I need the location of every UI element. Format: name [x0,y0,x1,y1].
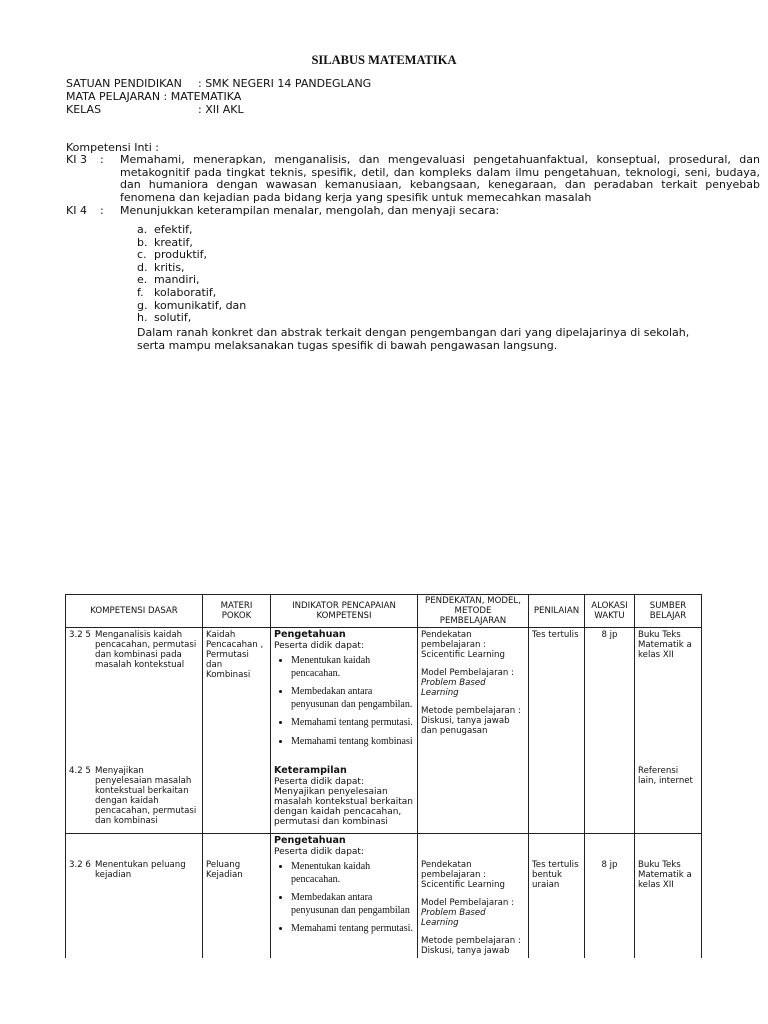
kd-text: Menentukan peluang kejadian [95,860,186,880]
indikator-intro: Peserta didik dapat: [274,847,364,857]
pendekatan-text: Pendekatan pembelajaran : Scicentific Learning [421,860,505,890]
pendekatan-cell [418,628,529,757]
list-item: • Membedakan antara penyusunan dan pengambilan. [291,686,414,711]
closing-paragraph: Dalam ranah konkret dan abstrak terkait dengan pengembangan dari yang dipelajarinya di sekolah, serta mampu melaksanakan tugas spesifik di bawah pengawasan langsung. [137,326,690,352]
header-indikator: INDIKATOR PENCAPAIAN KOMPETENSI [271,595,418,628]
header-sumber: SUMBER BELAJAR [635,595,702,628]
meta-label: MATA PELAJARAN : MATEMATIKA [66,90,242,103]
kd-number: 3.2 6 [69,860,91,870]
meta-row-class [66,103,371,116]
indikator-cell [271,628,418,757]
ki3-code: KI 3 [66,153,87,166]
list-item [137,312,246,325]
list-text: mandiri, [154,273,200,287]
list-letter: h. [137,311,148,325]
materi-cell: Peluang Kejadian [203,834,271,959]
list-letter: a. [137,223,148,236]
list-letter: d. [137,260,148,274]
skill-list [137,224,246,325]
materi-cell: Kaidah Pencacahan , Permutasi dan Kombinasi [203,628,271,757]
pendekatan-text: Pendekatan pembelajaran : Scicentific Learning [421,630,505,660]
list-item: • Menentukan kaidah pencacahan. [291,861,414,886]
sumber-cell: Buku Teks Matematik a kelas XII [635,628,702,757]
model-label: Model Pembelajaran : [421,668,514,678]
list-letter: f. [137,285,144,299]
penilaian-cell [529,756,585,834]
header-materi-pokok: MATERI POKOK [203,595,271,628]
indikator-intro: Peserta didik dapat: [274,641,364,651]
header-penilaian: PENILAIAN [529,595,585,628]
kd-cell [66,628,203,757]
list-item: • Menentukan kaidah pencacahan. [291,655,414,680]
header-pendekatan: PENDEKATAN, MODEL, METODE PEMBELAJARAN [418,595,529,628]
pendekatan-cell [418,834,529,959]
document-title: SILABUS MATEMATIKA [311,53,457,67]
list-letter: c. [137,248,147,262]
ki4-block [66,205,766,219]
list-item: • Memahami tentang permutasi. [291,923,414,936]
header-kompetensi-dasar: KOMPETENSI DASAR [66,595,203,628]
kd-text: Menganalisis kaidah pencacahan, permutasi dan kombinasi pada masalah kontekstual [95,630,197,670]
syllabus-table [65,594,702,958]
ki3-text: Memahami, menerapkan, menganalisis, dan mengevaluasi pengetahuanfaktual, konseptual, prosedural, dan metakognitif pada tingkat teknis, spesifik, detil, dan kompleks dalam ilmu pengetahuan, teknologi, seni, budaya, dan humaniora dengan wawasan kemanusiaan, kebangsaan, kenegaraan, dan peradaban terkait penyebab fenomena dan kejadian pada bidang kerja yang spesifik untuk memecahkan masalah [120,153,760,204]
model-label: Model Pembelajaran : [421,898,514,908]
list-item [137,224,246,237]
ki4-colon: : [100,204,104,217]
table-row [66,834,702,959]
sumber-cell: Referensi lain, internet [635,756,702,834]
sumber-cell: Buku Teks Matematik a kelas XII [635,834,702,959]
list-item: • Memahami tentang permutasi. [291,717,414,730]
indikator-heading: Pengetahuan [274,629,346,640]
list-text: efektif, [154,223,193,236]
list-text: produktif, [154,248,208,262]
alokasi-cell: 8 jp [585,628,635,757]
indikator-heading: Pengetahuan [274,835,346,846]
list-item [137,287,246,300]
list-letter: e. [137,273,148,287]
indikator-heading: Keterampilan [274,765,347,776]
model-value: Problem Based Learning [421,908,486,928]
meta-row-subject [66,90,371,103]
ki4-text: Menunjukkan keterampilan menalar, mengolah, dan menyaji secara: [120,204,500,217]
indikator-text: Menyajikan penyelesaian masalah kontekstual berkaitan dengan kaidah pencacahan, permutasi dan kombinasi [274,787,414,827]
table-row [66,628,702,757]
meta-label: SATUAN PENDIDIKAN [66,77,182,90]
kd-cell [66,834,203,959]
kd-cell [66,756,203,834]
identity-block [66,77,371,116]
list-item: • Memahami tentang kombinasi [291,736,414,749]
meta-label: KELAS [66,103,102,116]
alokasi-cell [585,756,635,834]
list-text: kritis, [154,260,185,274]
list-text: komunikatif, dan [154,298,247,312]
kd-text: Menyajikan penyelesaian masalah kontekstual berkaitan dengan kaidah pencacahan, permutasi dan kombinasi [95,766,197,826]
list-text: kolaboratif, [154,285,217,299]
penilaian-cell: Tes tertulis bentuk uraian [529,834,585,959]
indikator-list [274,655,414,748]
table-header-row [66,595,702,628]
kd-number: 4.2 5 [69,766,91,776]
header-alokasi: ALOKASI WAKTU [585,595,635,628]
metode-text: Metode pembelajaran : Diskusi, tanya jawab [421,936,521,956]
list-text: kreatif, [154,235,193,249]
list-letter: g. [137,298,148,312]
alokasi-cell: 8 jp [585,834,635,959]
meta-value: : SMK NEGERI 14 PANDEGLANG [198,77,372,90]
list-text: solutif, [154,311,192,325]
indikator-cell [271,834,418,959]
ki3-colon: : [100,153,104,166]
materi-cell [203,756,271,834]
list-item: • Membedakan antara penyusunan dan pengambilan [291,892,414,917]
list-item [137,249,246,262]
indikator-cell [271,756,418,834]
model-value: Problem Based Learning [421,678,486,698]
list-letter: b. [137,235,148,249]
metode-text: Metode pembelajaran : Diskusi, tanya jawab dan penugasan [421,706,521,736]
ki-heading: Kompetensi Inti : [66,141,159,154]
ki3-block [66,154,766,204]
meta-value: : XII AKL [198,103,244,116]
kd-number: 3.2 5 [69,630,91,640]
indikator-intro: Peserta didik dapat: [274,777,364,787]
meta-row-school [66,77,371,90]
penilaian-cell: Tes tertulis [529,628,585,757]
pendekatan-cell [418,756,529,834]
ki4-code: KI 4 [66,204,87,217]
indikator-list [274,861,414,936]
table-row [66,756,702,834]
